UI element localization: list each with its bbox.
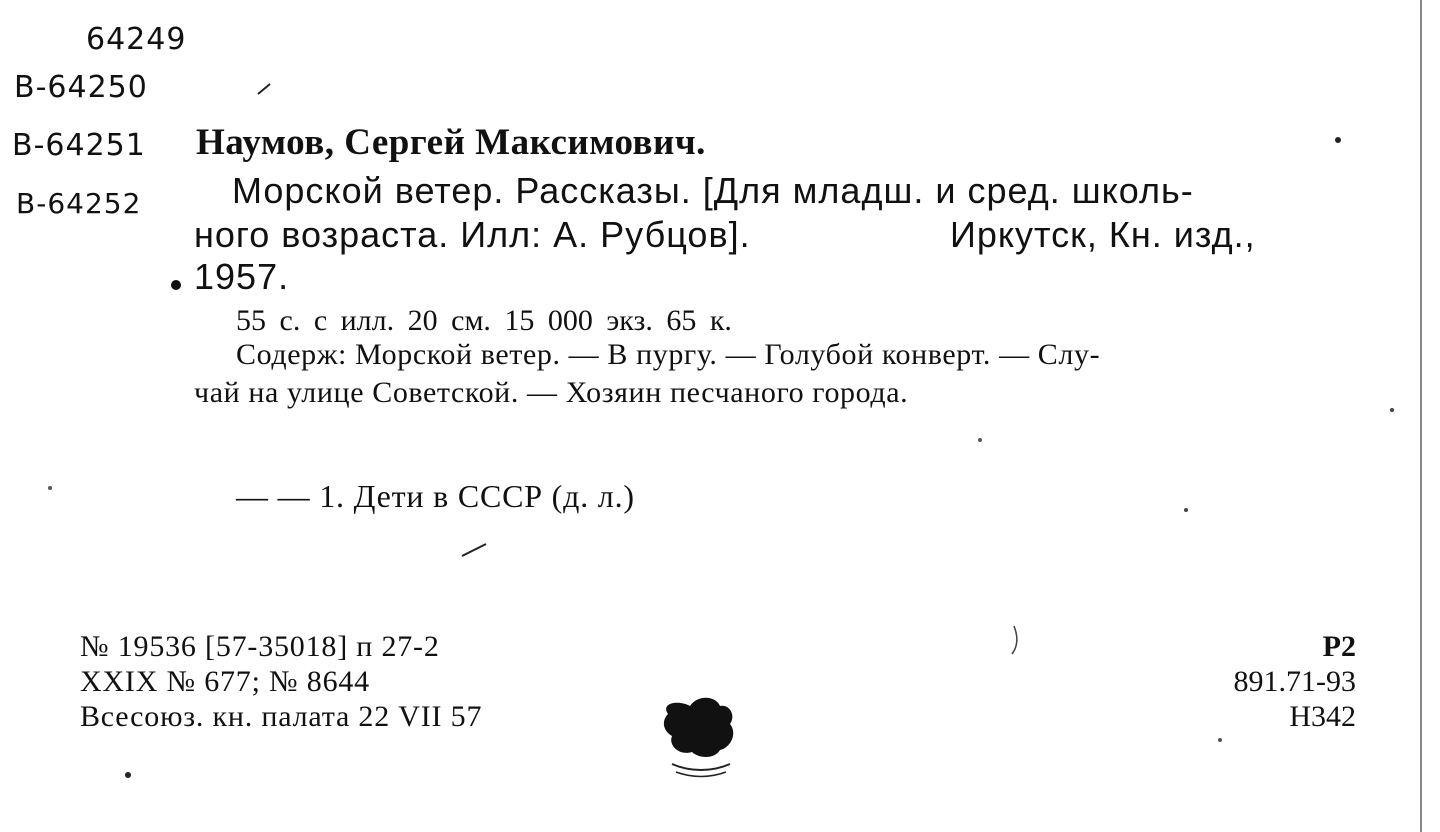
handwritten-number-2: В-64250 — [14, 70, 148, 105]
publication-year: 1957. — [194, 256, 290, 297]
publisher-place: Иркутск, Кн. изд., — [950, 214, 1256, 255]
handwritten-number-1: 64249 — [86, 22, 187, 57]
author-heading: Наумов, Сергей Максимович. — [196, 122, 706, 163]
contents-line-2: чай на улице Советской. — Хозяин песчаного города. — [194, 376, 909, 409]
handwritten-number-3: В-64251 — [12, 128, 146, 163]
author-mark: Н342 — [1289, 700, 1356, 733]
title-line-1: Морской ветер. Рассказы. [Для младш. и сред. школь- — [232, 170, 1194, 211]
title-line-2: ного возраста. Илл: А. Рубцов]. — [194, 214, 751, 255]
classification-index: Р2 — [1322, 630, 1356, 663]
udc-number: 891.71-93 — [1233, 665, 1356, 698]
registry-number: № 19536 [57-35018] п 27-2 — [80, 630, 440, 663]
subject-heading: — — 1. Дети в СССР (д. л.) — [236, 478, 635, 514]
collation-line: 55 с. с илл. 20 см. 15 000 экз. 65 к. — [236, 304, 732, 337]
handwritten-number-4: В-64252 — [16, 187, 142, 220]
chamber-date: Всесоюз. кн. палата 22 VII 57 — [80, 700, 483, 733]
contents-line-1: Содерж: Морской ветер. — В пургу. — Голубой конверт. — Слу- — [236, 338, 1101, 371]
record-number: XXIX № 677; № 8644 — [80, 665, 370, 698]
